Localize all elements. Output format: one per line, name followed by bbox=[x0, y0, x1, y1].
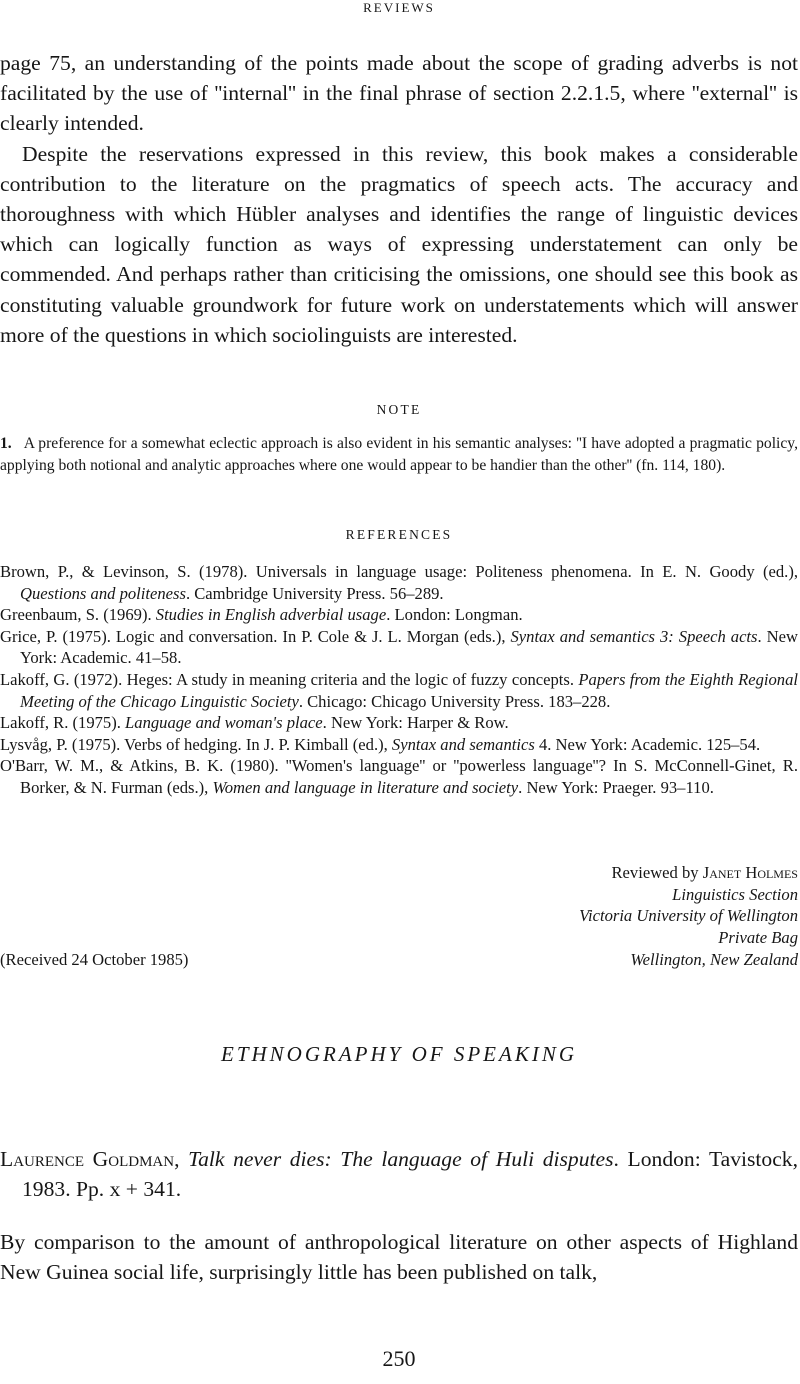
note-text: A preference for a somewhat eclectic approach is also evident in his semantic analyses: ''I have adopted a pragmatic policy, applying both notional and analytic approaches where one would appear to be handier than the other'' (fn. 114, 180). bbox=[0, 435, 798, 474]
paragraph-2: Despite the reservations expressed in this review, this book makes a considerable contribution to the literature on the pragmatics of speech acts. The accuracy and thoroughness with which Hübler analyses and identifies the range of linguistic devices which can logically function as ways of expressing understatement can only be commended. And perhaps rather than criticising the omissions, one should see this book as constituting valuable groundwork for future work on understatements which will answer more of the questions in which sociolinguists are interested. bbox=[0, 141, 798, 347]
reference-entry: O'Barr, W. M., & Atkins, B. K. (1980). ''Women's language'' or ''powerless language''? In S. McConnell-Ginet, R. Borker, & N. Furman (eds.), Women and language in literature and society. New York: Praeger. 93–110. bbox=[0, 756, 798, 797]
reference-entry: Lakoff, G. (1972). Heges: A study in meaning criteria and the logic of fuzzy concepts. Papers from the Eighth Regional Meeting of the Chicago Linguistic Society. Chicago: Chicago University Press. 183–228. bbox=[0, 669, 798, 711]
paragraph-next: By comparison to the amount of anthropological literature on other aspects of Highland New Guinea social life, surprisingly little has been published on talk, bbox=[0, 1230, 798, 1285]
reference-entry: Lakoff, R. (1975). Language and woman's place. New York: Harper & Row. bbox=[0, 713, 509, 733]
publication-details: . London: Tavistock, 1983. Pp. x + 341. bbox=[22, 1147, 798, 1202]
note-number: 1. bbox=[0, 435, 12, 452]
affiliation-line: Private Bag bbox=[718, 928, 798, 948]
book-title: Talk never dies: The language of Huli disputes bbox=[188, 1147, 614, 1171]
review-author: Laurence Goldman bbox=[0, 1147, 175, 1171]
reference-entry: Greenbaum, S. (1969). Studies in English adverbial usage. London: Longman. bbox=[0, 605, 523, 625]
affiliation-line: Victoria University of Wellington bbox=[579, 906, 798, 926]
reference-title: Syntax and semantics bbox=[391, 734, 535, 754]
reference-title: Studies in English adverbial usage bbox=[155, 605, 387, 625]
received-date: (Received 24 October 1985) bbox=[0, 950, 189, 969]
running-head: REVIEWS bbox=[363, 0, 435, 15]
reference-entry: Lysvåg, P. (1975). Verbs of hedging. In J. P. Kimball (ed.), Syntax and semantics 4. New York: Academic. 125–54. bbox=[0, 734, 761, 754]
reference-title: Questions and politeness bbox=[20, 583, 186, 603]
reference-title: Women and language in literature and society bbox=[212, 777, 519, 797]
page-number: 250 bbox=[382, 1346, 416, 1371]
reviewer-line: Reviewed by Janet Holmes bbox=[611, 863, 798, 882]
review-body bbox=[0, 48, 798, 350]
reviewer-name: Janet Holmes bbox=[702, 863, 798, 882]
reference-list bbox=[0, 561, 798, 799]
note-heading: NOTE bbox=[376, 402, 422, 417]
section-title: ETHNOGRAPHY OF SPEAKING bbox=[221, 1042, 577, 1066]
reference-title: Papers from the Eighth Regional Meeting of the Chicago Linguistic Society bbox=[20, 669, 798, 711]
references-heading: REFERENCES bbox=[345, 527, 453, 542]
review-heading: Laurence Goldman, Talk never dies: The language of Huli disputes. London: Tavistock, 1983. Pp. x + 341. bbox=[0, 1147, 798, 1202]
reference-entry: Grice, P. (1975). Logic and conversation. In P. Cole & J. L. Morgan (eds.), Syntax and semantics 3: Speech acts. New York: Academic. 41–58. bbox=[0, 626, 798, 668]
next-review-body bbox=[0, 1227, 798, 1287]
reference-title: Language and woman's place bbox=[125, 713, 323, 733]
note-1 bbox=[0, 433, 798, 476]
reference-title: Syntax and semantics 3: Speech acts bbox=[510, 626, 758, 646]
reference-entry: Brown, P., & Levinson, S. (1978). Universals in language usage: Politeness phenomena. In E. N. Goody (ed.), Questions and politeness. Cambridge University Press. 56–289. bbox=[0, 562, 798, 603]
affiliation-line: Linguistics Section bbox=[672, 884, 798, 904]
paragraph-1: page 75, an understanding of the points made about the scope of grading adverbs is not facilitated by the use of ''internal'' in the final phrase of section 2.2.1.5, where ''external'' is clearly intended. bbox=[0, 51, 798, 136]
affiliation-line: Wellington, New Zealand bbox=[630, 949, 798, 969]
